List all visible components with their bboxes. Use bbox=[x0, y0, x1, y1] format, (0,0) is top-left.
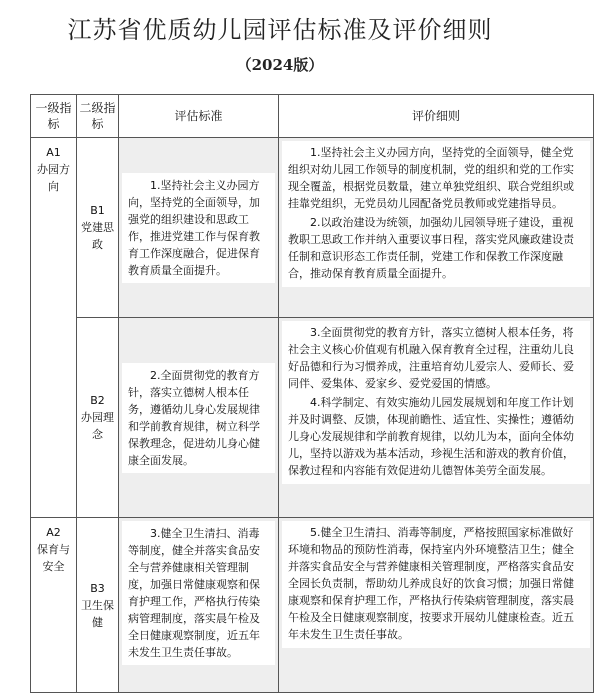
level2-cell-b1 bbox=[77, 138, 119, 318]
table-header-row bbox=[31, 95, 594, 138]
level1-code: A1 bbox=[46, 146, 61, 159]
level2-code: B1 bbox=[90, 204, 105, 217]
detail-item: 2.以政治建设为统领，加强幼儿园领导班子建设，重视教职工思政工作并纳入重要议事日程，落实党风廉政建设责任制和意识形态工作责任制，党建工作和保教工作深度融合，推动保育教育质量全面提升。 bbox=[288, 216, 574, 280]
column-header-standard: 评估标准 bbox=[119, 95, 279, 138]
level2-name: 党建思政 bbox=[81, 221, 114, 251]
details-cell-b2 bbox=[279, 318, 594, 518]
standard-text: 2.全面贯彻党的教育方针，落实立德树人根本任务，遵循幼儿身心发展规律和学前教育规律，树立科学保教理念，促进幼儿身心健康全面发展。 bbox=[128, 368, 260, 467]
standard-text: 1.坚持社会主义办园方向，坚持党的全面领导，加强党的组织建设和思政工作，推进党建工作与保育教育工作深度融合，促进保育教育质量全面提升。 bbox=[128, 178, 260, 277]
column-header-level1: 一级指标 bbox=[31, 95, 77, 138]
level2-cell-b2 bbox=[77, 318, 119, 518]
standard-text: 3.健全卫生清扫、消毒等制度，健全并落实食品安全与营养健康相关管理制度，加强日常健康观察和保育护理工作，严格执行传染病管理制度，落实晨午检及全日健康观察制度，近五年未发生卫生责任事故。 bbox=[128, 527, 260, 659]
level1-cell-a1 bbox=[31, 138, 77, 518]
detail-item: 3.全面贯彻党的教育方针，落实立德树人根本任务，将社会主义核心价值观有机融入保育教育全过程，注重幼儿良好品德和行为习惯养成，注重培育幼儿爱宗人、爱师长、爱同伴、爱集体、爱家乡、爱党爱国的情感。 bbox=[288, 326, 574, 390]
level2-name: 卫生保健 bbox=[81, 598, 114, 629]
level1-cell-a2 bbox=[31, 518, 77, 693]
level2-code: B2 bbox=[90, 394, 105, 407]
standard-cell-b1 bbox=[119, 138, 279, 318]
detail-item: 5.健全卫生清扫、消毒等制度，严格按照国家标准做好环境和物品的预防性消毒，保持室内外环境整洁卫生；健全并落实食品安全与营养健康相关管理制度，严格落实食品安全园长负责制，帮助幼儿养成良好的饮食习惯；加强日常健康观察和保育护理工作，严格执行传染病管理制度，落实晨午检及全日健康观察制度，按要求开展幼儿健康检查。近五年未发生卫生责任事故。 bbox=[288, 526, 574, 641]
table-row bbox=[31, 138, 594, 318]
level2-cell-b3 bbox=[77, 518, 119, 693]
level1-code: A2 bbox=[46, 526, 61, 539]
detail-item: 4.科学制定、有效实施幼儿园发展规划和年度工作计划并及时调整、反馈，体现前瞻性、适宜性、实操性；遵循幼儿身心发展规律和学前教育规律，以幼儿为本，面向全体幼儿，坚持以游戏为基本活动，珍视生活和游戏的教育价值，保教过程和内容能有效促进幼儿德智体美劳全面发展。 bbox=[288, 396, 574, 477]
column-header-details: 评价细则 bbox=[279, 95, 594, 138]
details-cell-b1 bbox=[279, 138, 594, 318]
standard-cell-b2 bbox=[119, 318, 279, 518]
column-header-level2: 二级指标 bbox=[77, 95, 119, 138]
table-row bbox=[31, 518, 594, 693]
level1-name: 办园方向 bbox=[37, 163, 70, 193]
page-title: 江苏省优质幼儿园评估标准及评价细则 bbox=[67, 16, 493, 44]
level2-name: 办园理念 bbox=[81, 411, 114, 441]
evaluation-table bbox=[30, 94, 594, 693]
page-subtitle: （2024版） bbox=[236, 56, 324, 74]
level2-code: B3 bbox=[90, 581, 105, 595]
table-row bbox=[31, 318, 594, 518]
level1-name: 保育与安全 bbox=[37, 543, 70, 573]
standard-cell-b3 bbox=[119, 518, 279, 693]
detail-item: 1.坚持社会主义办园方向，坚持党的全面领导，健全党组织对幼儿园工作领导的制度机制，党的组织和党的工作实现全覆盖，根据党员数量，建立单独党组织、联合党组织或挂靠党组织，无党员幼儿园配备党员教师或党建指导员。 bbox=[288, 146, 574, 210]
details-cell-b3 bbox=[279, 518, 594, 693]
